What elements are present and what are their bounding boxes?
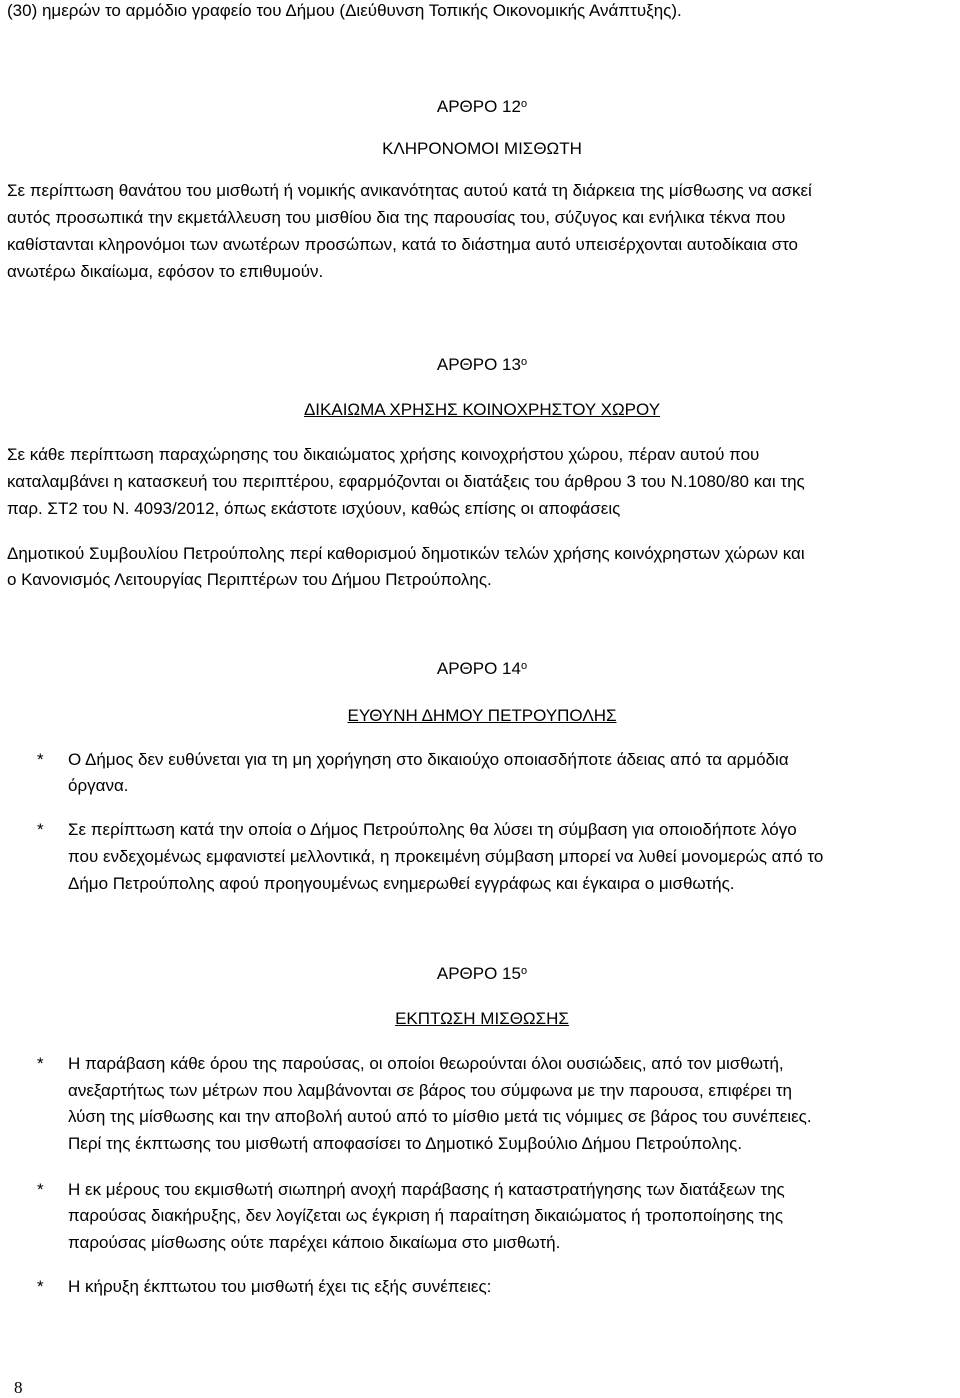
article-12-line: ανωτέρω δικαίωμα, εφόσον το επιθυμούν. xyxy=(7,262,324,281)
article-15-heading xyxy=(0,964,960,984)
article-14-heading xyxy=(0,659,960,679)
article-13-line: ο Κανονισμός Λειτουργίας Περιπτέρων του Δήμου Πετρούπολης. xyxy=(7,570,492,589)
article-14-title: ΕΥΘΥΝΗ ΔΗΜΟΥ ΠΕΤΡΟΥΠΟΛΗΣ xyxy=(347,706,617,725)
article-14-superscript: ο xyxy=(520,660,528,672)
article-12-title: ΚΛΗΡΟΝΟΜΟΙ ΜΙΣΘΩΤΗ xyxy=(382,139,582,158)
article-12-superscript: ο xyxy=(520,98,528,110)
article-13-line: Δημοτικού Συμβουλίου Πετρούπολης περί καθορισμού δημοτικών τελών χρήσης κοινόχρηστων χώρων και xyxy=(7,544,805,563)
article-13-heading xyxy=(0,355,960,375)
bullet-marker: * xyxy=(37,750,44,769)
article-14-item-2-line: Σε περίπτωση κατά την οποία ο Δήμος Πετρούπολης θα λύσει τη σύμβαση για οποιοδήποτε λόγο xyxy=(68,820,797,839)
article-14-item-1-line: Ο Δήμος δεν ευθύνεται για τη μη χορήγηση στο δικαιούχο οποιασδήποτε άδειας από τα αρμόδια xyxy=(68,750,789,769)
bullet-marker: * xyxy=(37,1277,44,1296)
continuation-line: (30) ημερών το αρμόδιο γραφείο του Δήμου (Διεύθυνση Τοπικής Οικονομικής Ανάπτυξης). xyxy=(7,1,682,20)
article-15-item-3-line: Η κήρυξη έκπτωτου του μισθωτή έχει τις εξής συνέπειες: xyxy=(68,1277,492,1296)
article-14-item-1-line: όργανα. xyxy=(68,776,129,795)
article-13-line: παρ. ΣΤ2 του Ν. 4093/2012, όπως εκάστοτε ισχύουν, καθώς επίσης οι αποφάσεις xyxy=(7,499,621,518)
article-12-line: αυτός προσωπικά την εκμετάλλευση του μισθίου δια της παρουσίας του, σύζυγος και ενήλικα τέκνα που xyxy=(7,208,786,227)
article-13-superscript: ο xyxy=(520,356,528,368)
article-14-item-2-line: Δήμο Πετρούπολης αφού προηγουμένως ενημερωθεί εγγράφως και έγκαιρα ο μισθωτής. xyxy=(68,874,735,893)
article-15-item-2-line: Η εκ μέρους του εκμισθωτή σιωπηρή ανοχή παράβασης ή καταστρατήγησης των διατάξεων της xyxy=(68,1180,785,1199)
article-12-heading xyxy=(0,97,960,117)
article-15-item-1-line: ανεξαρτήτως των μέτρων που λαμβάνονται σε βάρος του σύμφωνα με την παρουσα, επιφέρει τη xyxy=(68,1081,792,1100)
article-15-item-1-line: Η παράβαση κάθε όρου της παρούσας, οι οποίοι θεωρούνται όλοι ουσιώδεις, από τον μισθωτή, xyxy=(68,1054,784,1073)
bullet-marker: * xyxy=(37,1180,44,1199)
page-number: 8 xyxy=(14,1378,23,1397)
article-15-superscript: ο xyxy=(520,965,528,977)
article-15-item-2-line: παρούσας διακήρυξης, δεν λογίζεται ως έγκριση ή παραίτηση δικαιώματος ή τροποποίησης της xyxy=(68,1206,784,1225)
article-15-item-1-line: λύση της μίσθωσης και την αποβολή αυτού από το μίσθιο μετά τις νόμιμες σε βάρος του συνέπειες. xyxy=(68,1107,812,1126)
bullet-marker: * xyxy=(37,1054,44,1073)
bullet-marker: * xyxy=(37,820,44,839)
article-12-line: καθίστανται κληρονόμοι των ανωτέρων προσώπων, κατά το διάστημα αυτό υπεισέρχονται αυτοδίκαια στο xyxy=(7,235,799,254)
article-15-title: ΕΚΠΤΩΣΗ ΜΙΣΘΩΣΗΣ xyxy=(395,1009,569,1028)
article-13-line: Σε κάθε περίπτωση παραχώρησης του δικαιώματος χρήσης κοινοχρήστου χώρου, πέραν αυτού που xyxy=(7,445,760,464)
article-15-item-2-line: παρούσας μίσθωσης ούτε παρέχει κάποιο δικαίωμα στο μισθωτή. xyxy=(68,1233,561,1252)
article-12-heading-text: ΑΡΘΡΟ 12 xyxy=(436,97,521,116)
article-13-line: καταλαμβάνει η κατασκευή του περιπτέρου, εφαρμόζονται οι διατάξεις του άρθρου 3 του Ν.1080/80 και της xyxy=(7,472,805,491)
article-15-heading-text: ΑΡΘΡΟ 15 xyxy=(436,964,521,983)
article-15-item-1-line: Περί της έκπτωσης του μισθωτή αποφασίσει το Δημοτικό Συμβούλιο Δήμου Πετρούπολης. xyxy=(68,1134,743,1153)
article-14-item-2-line: που ενδεχομένως εμφανιστεί μελλοντικά, η προκειμένη σύμβαση μπορεί να λυθεί μονομερώς από το xyxy=(68,847,824,866)
article-13-title: ΔΙΚΑΙΩΜΑ ΧΡΗΣΗΣ ΚΟΙΝΟΧΡΗΣΤΟΥ ΧΩΡΟΥ xyxy=(303,400,661,419)
article-12-line: Σε περίπτωση θανάτου του μισθωτή ή νομικής ανικανότητας αυτού κατά τη διάρκεια της μίσθωσης να ασκεί xyxy=(7,181,812,200)
article-13-heading-text: ΑΡΘΡΟ 13 xyxy=(436,355,521,374)
article-14-heading-text: ΑΡΘΡΟ 14 xyxy=(436,659,521,678)
